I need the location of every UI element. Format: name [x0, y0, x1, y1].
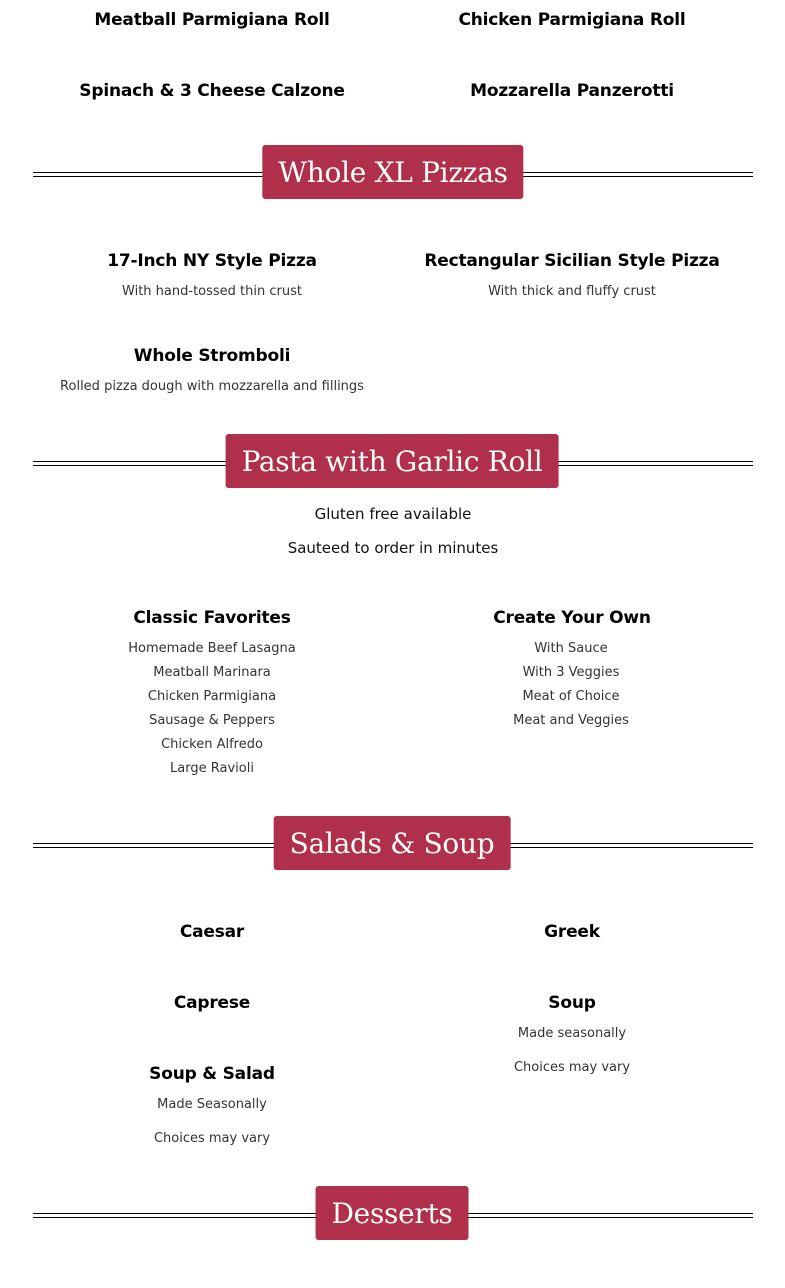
- list-item: Homemade Beef Lasagna: [128, 641, 296, 656]
- menu-item-title: Greek: [544, 922, 600, 942]
- menu-item-title: Mozzarella Panzerotti: [470, 81, 674, 101]
- menu-item-title: 17-Inch NY Style Pizza: [107, 251, 317, 271]
- list-item: With 3 Veggies: [522, 665, 620, 680]
- menu-item-description: Choices may vary: [153, 1131, 271, 1146]
- section-heading: Salads & Soup: [274, 816, 511, 870]
- menu-item-title: Rectangular Sicilian Style Pizza: [424, 251, 720, 271]
- menu-item-title: Whole Stromboli: [133, 346, 291, 366]
- menu-item-title: Meatball Parmigiana Roll: [94, 10, 330, 30]
- section-note: Gluten free available: [314, 505, 472, 523]
- list-item: Meat and Veggies: [513, 713, 629, 728]
- menu-group-title: Create Your Own: [493, 608, 651, 628]
- section-heading: Desserts: [316, 1186, 469, 1240]
- menu-item-description: Made seasonally: [517, 1026, 627, 1041]
- list-item: Meatball Marinara: [153, 665, 271, 680]
- menu-item-title: Chicken Parmigiana Roll: [458, 10, 686, 30]
- menu-item-title: Spinach & 3 Cheese Calzone: [79, 81, 345, 101]
- menu-item-description: Choices may vary: [513, 1060, 631, 1075]
- menu-item-description: Rolled pizza dough with mozzarella and fillings: [60, 379, 364, 394]
- list-item: With Sauce: [534, 641, 608, 656]
- list-item: Chicken Alfredo: [161, 737, 263, 752]
- menu-item-title: Soup & Salad: [149, 1064, 275, 1084]
- section-note: Sauteed to order in minutes: [287, 539, 499, 557]
- menu-item-description: With thick and fluffy crust: [488, 284, 656, 299]
- menu-group-title: Classic Favorites: [133, 608, 291, 628]
- menu-item-title: Caprese: [173, 993, 251, 1013]
- section-heading: Pasta with Garlic Roll: [226, 434, 559, 488]
- menu-item-description: With hand-tossed thin crust: [122, 284, 302, 299]
- section-heading: Whole XL Pizzas: [262, 145, 523, 199]
- list-item: Meat of Choice: [522, 689, 620, 704]
- list-item: Large Ravioli: [170, 761, 254, 776]
- menu-item-description: Made Seasonally: [157, 1097, 267, 1112]
- menu-item-title: Soup: [548, 993, 596, 1013]
- list-item: Chicken Parmigiana: [147, 689, 277, 704]
- list-item: Sausage & Peppers: [149, 713, 275, 728]
- menu-item-title: Caesar: [179, 922, 245, 942]
